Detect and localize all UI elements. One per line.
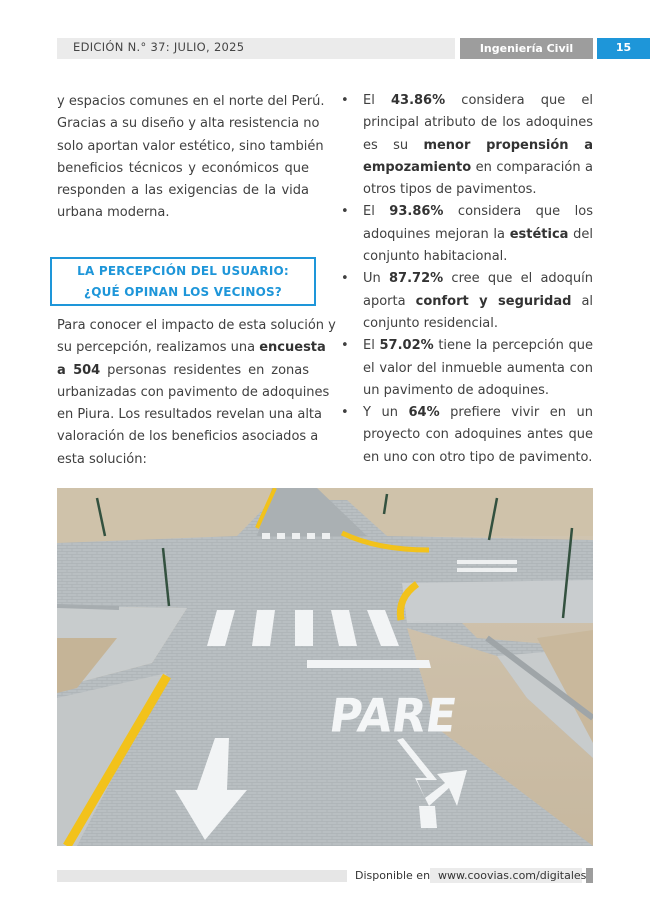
section-label: Ingeniería Civil (460, 38, 593, 59)
intersection-photo (57, 488, 593, 846)
bullet-icon: • (341, 93, 349, 108)
edition-label: EDICIÓN N.° 37: JULIO, 2025 (73, 40, 245, 54)
footer-label: Disponible en (355, 869, 431, 882)
intro-paragraph: y espacios comunes en el norte del Perú. Gracias a su diseño y alta resistencia no solo aportan valor estético, sino también beneficios técnicos y económicos que responden a las exigencias de la vida urbana moderna. (57, 94, 325, 221)
survey-paragraph: Para conocer el impacto de esta solución y su percepción, realizamos una encuesta a 504 personas residentes en zonas urbanizadas con pavimento de adoquines en Piura. Los resultados revelan una alta valoración de los beneficios asociados a esta solución: (57, 318, 336, 467)
bullet-icon: • (341, 204, 349, 220)
callout-title: LA PERCEPCIÓN DEL USUARIO: (77, 264, 289, 278)
survey-results-list (341, 90, 593, 469)
list-item: • El 57.02% tiene la percepción que el valor del inmueble aumenta con un pavimento de adoquines. (341, 335, 593, 402)
footer-url-link[interactable]: www.coovias.com/digitales (438, 869, 587, 882)
bullet-icon: • (341, 271, 349, 287)
footer-end-block (586, 868, 593, 883)
list-item: • Un 87.72% cree que el adoquín aporta confort y seguridad al conjunto residencial. (341, 268, 593, 335)
bullet-icon: • (341, 405, 349, 421)
page-number: 15 (597, 38, 650, 59)
list-item: • El 43.86% considera que el principal atributo de los adoquines es su menor propensión a empozamiento en comparación a otros tipos de pavimentos. (341, 90, 593, 201)
intersection-illustration (57, 488, 593, 846)
road-marking-text: PARE (326, 688, 460, 743)
bullet-icon: • (341, 338, 349, 354)
section-callout (50, 257, 316, 306)
list-item: • El 93.86% considera que los adoquines mejoran la estética del conjunto habitacional. (341, 201, 593, 268)
footer-bar (57, 870, 347, 882)
callout-question: ¿QUÉ OPINAN LOS VECINOS? (84, 285, 282, 299)
list-item: • Y un 64% prefiere vivir en un proyecto con adoquines antes que en uno con otro tipo de pavimento. (341, 402, 593, 469)
